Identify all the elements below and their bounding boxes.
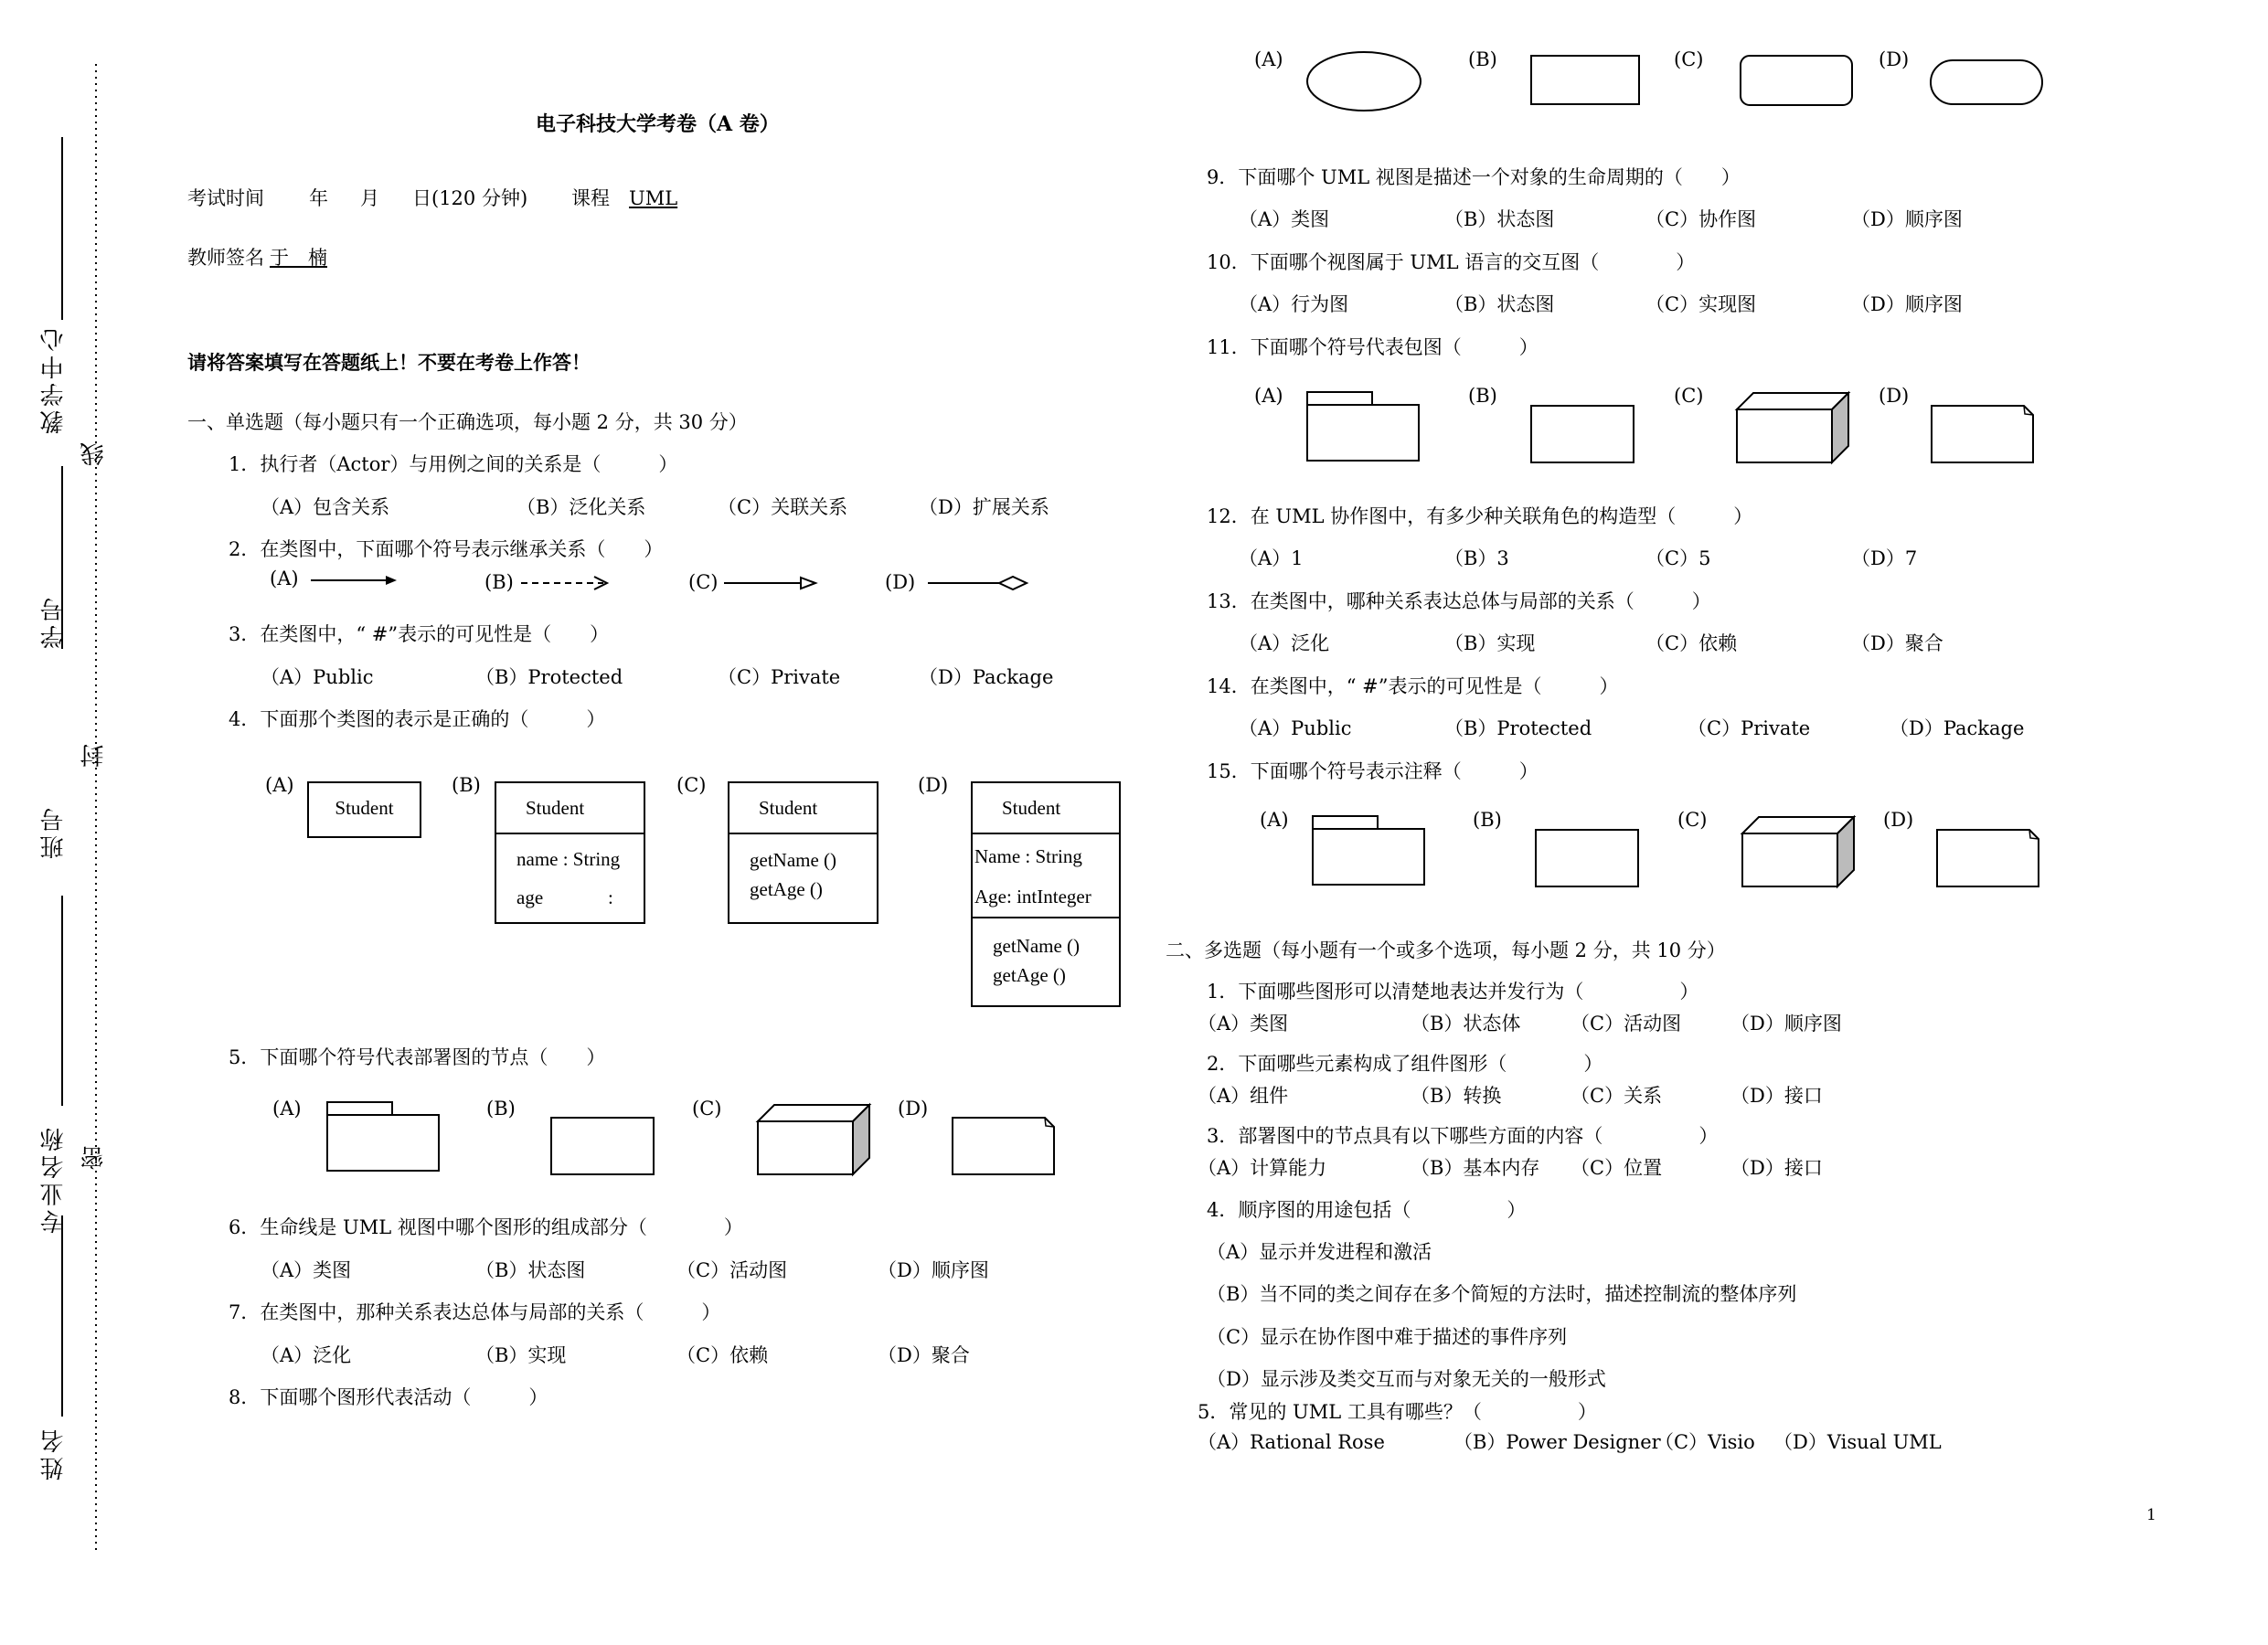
q9-stem: 9．下面哪个 UML 视图是描述一个对象的生命周期的（ ） [1207, 166, 1741, 188]
q12-option-a: （A）1 [1239, 547, 1304, 569]
dashed-open-arrow-icon [521, 574, 612, 592]
q15-option-b: (B) [1473, 809, 1502, 831]
exam-time-label: 考试时间 [187, 187, 264, 209]
class-attr-name: Name : String [974, 845, 1082, 867]
q13-option-b: （B）实现 [1444, 632, 1536, 654]
m1-option-a: （A）类图 [1198, 1013, 1289, 1035]
m4-option-b: （B）当不同的类之间存在多个简短的方法时，描述控制流的整体序列 [1207, 1283, 1797, 1305]
exam-month: 月 [360, 187, 379, 209]
m3-option-c: （C）位置 [1571, 1157, 1663, 1179]
section2-title: 二、多选题（每小题有一个或多个选项，每小题 2 分，共 10 分） [1166, 939, 1726, 961]
q14-option-a: （A）Public [1239, 717, 1352, 739]
q13-stem: 13．在类图中，哪种关系表达总体与局部的关系（ ） [1207, 590, 1711, 612]
package-icon [1312, 815, 1431, 888]
note-icon [1931, 405, 2040, 469]
class-attr-age: age : [516, 886, 613, 908]
exam-day-duration: 日(120 分钟) [412, 187, 528, 209]
q3-option-d: （D）Package [919, 666, 1054, 688]
m5-option-c: （C）Visio [1655, 1431, 1755, 1453]
m1-option-c: （C）活动图 [1571, 1013, 1682, 1035]
activity-rounded-icon [1930, 59, 2049, 110]
m2-option-d: （D）接口 [1730, 1085, 1823, 1107]
q10-option-d: （D）顺序图 [1851, 293, 1963, 315]
m3-option-b: （B）基本内存 [1411, 1157, 1540, 1179]
side-teaching-center: 教学中心 [40, 324, 68, 434]
q1-option-a: （A）包含关系 [261, 496, 390, 518]
q9-option-d: （D）顺序图 [1851, 208, 1963, 230]
q15-stem: 15．下面哪个符号表示注释（ ） [1207, 760, 1539, 782]
class-box-b [495, 781, 645, 924]
package-icon [1306, 391, 1425, 464]
q8-option-d: (D) [1879, 48, 1910, 70]
q5-option-d: (D) [898, 1098, 929, 1120]
q14-option-c: （C）Private [1688, 717, 1811, 739]
q7-option-c: （C）依赖 [676, 1344, 769, 1366]
q7-stem: 7．在类图中，那种关系表达总体与局部的关系（ ） [229, 1301, 721, 1323]
m2-option-a: （A）组件 [1198, 1085, 1289, 1107]
q11-stem: 11．下面哪个符号代表包图（ ） [1207, 336, 1539, 358]
package-icon [326, 1101, 445, 1174]
class-rectangle-icon [1530, 405, 1640, 469]
q8-stem: 8．下面哪个图形代表活动（ ） [229, 1386, 548, 1408]
class-name: Student [335, 797, 394, 819]
q5-option-a: (A) [272, 1098, 302, 1120]
q13-option-d: （D）聚合 [1851, 632, 1943, 654]
m4-option-c: （C）显示在协作图中难于描述的事件序列 [1207, 1326, 1568, 1348]
side-seal-char: 封 [80, 740, 108, 768]
note-icon [1936, 829, 2046, 893]
exam-year: 年 [309, 187, 328, 209]
q3-option-b: （B）Protected [475, 666, 623, 688]
exam-title: 电子科技大学考卷（A 卷） [536, 112, 780, 136]
side-class-no: 班号 [40, 804, 68, 859]
q15-option-d: (D) [1883, 809, 1914, 831]
m4-option-a: （A）显示并发进程和激活 [1207, 1241, 1432, 1263]
q8-option-b: (B) [1468, 48, 1497, 70]
q6-option-c: （C）活动图 [676, 1259, 788, 1281]
solid-arrow-icon [311, 571, 402, 589]
m2-stem: 2．下面哪些元素构成了组件图形（ ） [1207, 1053, 1603, 1075]
m3-option-d: （D）接口 [1730, 1157, 1823, 1179]
m1-stem: 1．下面哪些图形可以清楚地表达并发行为（ ） [1207, 981, 1699, 1003]
q10-option-b: （B）状态图 [1444, 293, 1555, 315]
q1-option-d: （D）扩展关系 [919, 496, 1049, 518]
q9-option-b: （B）状态图 [1444, 208, 1555, 230]
q1-option-c: （C）关联关系 [718, 496, 848, 518]
q5-stem: 5．下面哪个符号代表部署图的节点（ ） [229, 1046, 606, 1068]
class-op-getname: getName () [993, 935, 1081, 957]
m1-option-d: （D）顺序图 [1730, 1013, 1842, 1035]
teacher-label: 教师签名 [187, 247, 264, 269]
m5-stem: 5．常见的 UML 工具有哪些？（ ） [1198, 1401, 1597, 1423]
q9-option-c: （C）协作图 [1645, 208, 1757, 230]
class-name: Student [759, 797, 818, 819]
hollow-triangle-arrow-icon [724, 574, 825, 592]
node-cube-icon [1735, 391, 1854, 469]
q6-option-d: （D）顺序图 [878, 1259, 989, 1281]
q2-option-a: (A) [270, 568, 299, 589]
q5-option-b: (B) [486, 1098, 516, 1120]
node-cube-icon [756, 1103, 875, 1181]
q7-option-b: （B）实现 [475, 1344, 567, 1366]
q14-stem: 14．在类图中，“ #”表示的可见性是（ ） [1207, 675, 1619, 697]
side-line-char: 线 [80, 439, 108, 466]
page-number: 1 [2146, 1506, 2156, 1524]
q4-option-d: (D) [918, 774, 949, 796]
q7-option-d: （D）聚合 [878, 1344, 970, 1366]
q2-option-b: (B) [484, 571, 514, 593]
q8-option-a: (A) [1254, 48, 1283, 70]
class-op-getage: getAge () [750, 878, 823, 900]
m4-option-d: （D）显示涉及类交互而与对象无关的一般形式 [1207, 1368, 1606, 1390]
ellipse-icon [1306, 50, 1425, 114]
q5-option-c: (C) [692, 1098, 722, 1120]
class-name: Student [1002, 797, 1061, 819]
m5-option-b: （B）Power Designer [1453, 1431, 1661, 1453]
section1-title: 一、单选题（每小题只有一个正确选项，每小题 2 分，共 30 分） [187, 411, 748, 433]
dotted-cut-line [94, 64, 103, 1618]
q2-option-c: (C) [688, 571, 719, 593]
q12-option-d: （D）7 [1851, 547, 1918, 569]
note-icon [952, 1117, 1061, 1181]
class-rectangle-icon [550, 1117, 660, 1181]
m5-option-a: （A）Rational Rose [1198, 1431, 1385, 1453]
q14-option-b: （B）Protected [1444, 717, 1592, 739]
side-student-no: 学号 [40, 594, 68, 649]
q4-option-c: (C) [676, 774, 707, 796]
m3-stem: 3．部署图中的节点具有以下哪些方面的内容（ ） [1207, 1125, 1719, 1147]
m5-option-d: （D）Visual UML [1773, 1431, 1942, 1453]
course-value: UML [629, 187, 678, 209]
m2-option-b: （B）转换 [1411, 1085, 1502, 1107]
q4-option-b: (B) [452, 774, 481, 796]
q12-option-c: （C）5 [1645, 547, 1711, 569]
class-box-d [971, 781, 1121, 1007]
class-op-getage: getAge () [993, 964, 1066, 986]
exam-notice: 请将答案填写在答题纸上！不要在考卷上作答！ [187, 351, 591, 374]
q13-option-a: （A）泛化 [1239, 632, 1330, 654]
q3-option-c: （C）Private [718, 666, 841, 688]
q8-option-c: (C) [1674, 48, 1704, 70]
q15-option-c: (C) [1677, 809, 1708, 831]
class-rectangle-icon [1535, 829, 1645, 893]
q15-option-a: (A) [1260, 809, 1289, 831]
teacher-value: 于 楠 [270, 247, 327, 269]
q1-stem: 1．执行者（Actor）与用例之间的关系是（ ） [229, 453, 678, 475]
q3-option-a: （A）Public [261, 666, 374, 688]
side-major: 专业名称 [40, 1124, 68, 1234]
q7-option-a: （A）泛化 [261, 1344, 352, 1366]
class-box-a [307, 781, 421, 838]
q10-stem: 10．下面哪个视图属于 UML 语言的交互图（ ） [1207, 251, 1696, 273]
q4-stem: 4．下面那个类图的表示是正确的（ ） [229, 708, 606, 730]
m3-option-a: （A）计算能力 [1198, 1157, 1327, 1179]
rectangle-icon [1530, 55, 1645, 110]
q11-option-a: (A) [1254, 385, 1283, 407]
class-attr-name: name : String [516, 848, 621, 870]
hollow-diamond-icon [928, 574, 1033, 592]
q13-option-c: （C）依赖 [1645, 632, 1738, 654]
class-op-getname: getName () [750, 849, 837, 871]
m1-option-b: （B）状态体 [1411, 1013, 1521, 1035]
q6-stem: 6．生命线是 UML 视图中哪个图形的组成部分（ ） [229, 1216, 743, 1238]
m2-option-c: （C）关系 [1571, 1085, 1663, 1107]
q11-option-b: (B) [1468, 385, 1497, 407]
q12-option-b: （B）3 [1444, 547, 1509, 569]
q14-option-d: （D）Package [1890, 717, 2025, 739]
q2-stem: 2．在类图中，下面哪个符号表示继承关系（ ） [229, 538, 664, 560]
q9-option-a: （A）类图 [1239, 208, 1330, 230]
course-label: 课程 [571, 187, 610, 209]
side-name: 姓名 [40, 1426, 68, 1480]
node-cube-icon [1741, 815, 1859, 893]
m4-stem: 4．顺序图的用途包括（ ） [1207, 1199, 1527, 1221]
q1-option-b: （B）泛化关系 [516, 496, 646, 518]
side-secret-char: 密 [80, 1142, 108, 1170]
rounded-rectangle-icon [1740, 55, 1858, 110]
q12-stem: 12．在 UML 协作图中，有多少种关联角色的构造型（ ） [1207, 505, 1753, 527]
q11-option-d: (D) [1879, 385, 1910, 407]
q3-stem: 3．在类图中，“ #”表示的可见性是（ ） [229, 623, 610, 645]
q6-option-b: （B）状态图 [475, 1259, 586, 1281]
q10-option-a: （A）行为图 [1239, 293, 1349, 315]
q11-option-c: (C) [1674, 385, 1704, 407]
q10-option-c: （C）实现图 [1645, 293, 1757, 315]
q2-option-d: (D) [885, 571, 916, 593]
q4-option-a: (A) [265, 774, 294, 796]
q6-option-a: （A）类图 [261, 1259, 352, 1281]
class-attr-age: Age: intInteger [974, 886, 1091, 907]
class-box-c [728, 781, 878, 924]
class-name: Student [526, 797, 585, 819]
